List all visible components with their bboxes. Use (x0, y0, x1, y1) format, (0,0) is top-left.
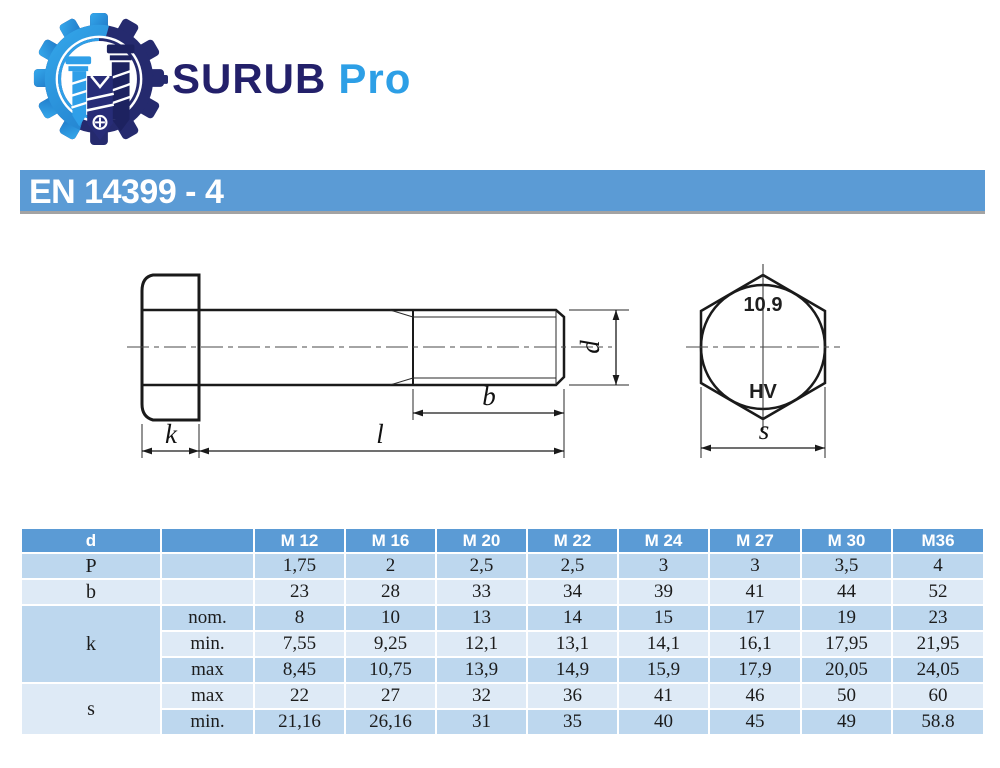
table-row-s-min (21, 709, 984, 735)
dim-label-b: b (482, 381, 496, 411)
cell-value: 2,5 (527, 553, 618, 579)
cell-value: 2 (345, 553, 436, 579)
cell-value: 23 (892, 605, 984, 631)
brand-logo (30, 4, 411, 154)
cell-value: 52 (892, 579, 984, 605)
cell-value: 46 (709, 683, 801, 709)
col-header-m20: M 20 (436, 528, 527, 553)
row-sublabel-min: min. (161, 709, 254, 735)
cell-value: 15,9 (618, 657, 709, 683)
brand-name-secondary: Pro (338, 55, 412, 102)
cell-value: 10 (345, 605, 436, 631)
row-label-s: s (21, 683, 161, 735)
cell-value: 1,75 (254, 553, 345, 579)
dim-label-s: s (758, 415, 770, 445)
cell-value: 9,25 (345, 631, 436, 657)
row-label-k: k (21, 605, 161, 683)
row-label-b: b (21, 579, 161, 605)
col-header-m27: M 27 (709, 528, 801, 553)
cell-value: 14,9 (527, 657, 618, 683)
col-header-m22: M 22 (527, 528, 618, 553)
cell-value: 3,5 (801, 553, 892, 579)
cell-value: 60 (892, 683, 984, 709)
dim-label-l: l (376, 419, 384, 449)
cell-value: 8 (254, 605, 345, 631)
hv-marking: HV (749, 381, 777, 403)
cell-value: 13 (436, 605, 527, 631)
brand-wordmark (172, 55, 411, 103)
cell-value: 19 (801, 605, 892, 631)
col-header-empty (161, 528, 254, 553)
row-sublabel-max: max (161, 657, 254, 683)
table-header-row (21, 528, 984, 553)
cell-value: 33 (436, 579, 527, 605)
cell-value: 14 (527, 605, 618, 631)
brand-name-primary: SURUB (172, 55, 327, 102)
table-row-p (21, 553, 984, 579)
cell-value: 24,05 (892, 657, 984, 683)
cell-value: 14,1 (618, 631, 709, 657)
col-header-m16: M 16 (345, 528, 436, 553)
row-label-p: P (21, 553, 161, 579)
cell-value: 21,95 (892, 631, 984, 657)
cell-value: 3 (618, 553, 709, 579)
cell-value: 41 (709, 579, 801, 605)
grade-marking: 10.9 (743, 294, 783, 316)
cell-value: 31 (436, 709, 527, 735)
cell-value: 7,55 (254, 631, 345, 657)
row-sublabel (161, 579, 254, 605)
cell-value: 4 (892, 553, 984, 579)
cell-value: 45 (709, 709, 801, 735)
cell-value: 20,05 (801, 657, 892, 683)
bolt-head-view (686, 264, 840, 458)
cell-value: 50 (801, 683, 892, 709)
table-row-k-nom (21, 605, 984, 631)
col-header-m24: M 24 (618, 528, 709, 553)
cell-value: 13,9 (436, 657, 527, 683)
bolt-side-view (127, 275, 629, 458)
cell-value: 36 (527, 683, 618, 709)
cell-value: 16,1 (709, 631, 801, 657)
col-header-m30: M 30 (801, 528, 892, 553)
cell-value: 26,16 (345, 709, 436, 735)
cell-value: 3 (709, 553, 801, 579)
cell-value: 10,75 (345, 657, 436, 683)
cell-value: 39 (618, 579, 709, 605)
cell-value: 2,5 (436, 553, 527, 579)
cell-value: 32 (436, 683, 527, 709)
row-sublabel (161, 553, 254, 579)
gear-screws-icon (30, 4, 168, 154)
standard-banner (20, 170, 985, 214)
cell-value: 35 (527, 709, 618, 735)
cell-value: 27 (345, 683, 436, 709)
cell-value: 23 (254, 579, 345, 605)
cell-value: 15 (618, 605, 709, 631)
col-header-m12: M 12 (254, 528, 345, 553)
cell-value: 41 (618, 683, 709, 709)
col-header-m36: M36 (892, 528, 984, 553)
cell-value: 40 (618, 709, 709, 735)
cell-value: 22 (254, 683, 345, 709)
cell-value: 17,95 (801, 631, 892, 657)
col-header-d: d (21, 528, 161, 553)
table-row-k-min (21, 631, 984, 657)
cell-value: 21,16 (254, 709, 345, 735)
table-row-s-max (21, 683, 984, 709)
cell-value: 13,1 (527, 631, 618, 657)
table-row-b (21, 579, 984, 605)
row-sublabel-nom: nom. (161, 605, 254, 631)
dim-label-k: k (165, 419, 177, 449)
cell-value: 44 (801, 579, 892, 605)
cell-value: 8,45 (254, 657, 345, 683)
cell-value: 58.8 (892, 709, 984, 735)
cell-value: 34 (527, 579, 618, 605)
cell-value: 17 (709, 605, 801, 631)
cell-value: 49 (801, 709, 892, 735)
dimension-table (20, 527, 985, 736)
standard-title: EN 14399 - 4 (29, 173, 224, 211)
cell-value: 12,1 (436, 631, 527, 657)
cell-value: 17,9 (709, 657, 801, 683)
bolt-technical-drawing (0, 240, 1000, 490)
cell-value: 28 (345, 579, 436, 605)
row-sublabel-max: max (161, 683, 254, 709)
row-sublabel-min: min. (161, 631, 254, 657)
table-row-k-max (21, 657, 984, 683)
dim-label-d: d (575, 340, 605, 354)
